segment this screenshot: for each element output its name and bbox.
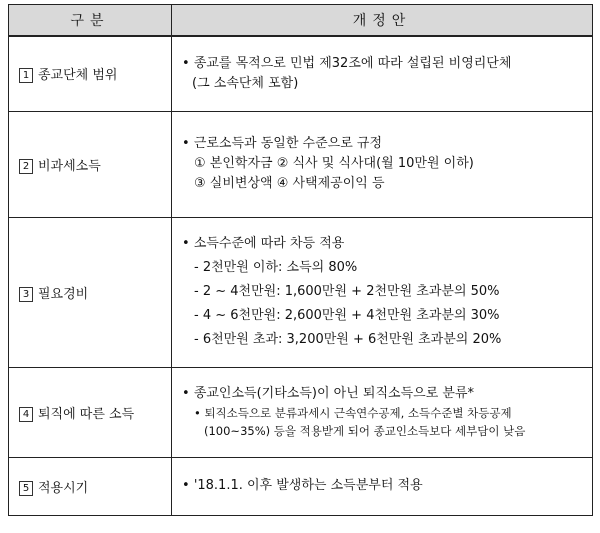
row-content-cell — [172, 111, 593, 217]
row-number-box: 5 — [19, 481, 33, 496]
row-label-cell — [9, 111, 172, 217]
row-label: 적용시기 — [38, 480, 89, 496]
footnote-line: (100~35%) 등을 적용받게 되어 종교인소득보다 세부담이 낮음 — [204, 424, 526, 438]
row-label-cell — [9, 457, 172, 515]
table-header-row — [9, 5, 593, 37]
row-content-cell — [172, 36, 593, 111]
row-number-box: 2 — [19, 159, 33, 174]
row-label: 종교단체 범위 — [38, 68, 118, 84]
header-category: 구분 — [9, 5, 172, 37]
header-amendment: 개정안 — [172, 5, 593, 37]
row-content-cell — [172, 367, 593, 457]
row-label: 퇴직에 따른 소득 — [38, 406, 135, 422]
table-row — [9, 217, 593, 367]
row-number-box: 4 — [19, 407, 33, 422]
content-line: (그 소속단체 포함) — [192, 75, 299, 91]
content-line: - 2 ~ 4천만원: 1,600만원 + 2천만원 초과분의 50% — [194, 284, 500, 299]
footnote-line: • 퇴직소득으로 분류과세시 근속연수공제, 소득수준별 차등공제 — [182, 404, 586, 422]
row-number-box: 1 — [19, 68, 33, 83]
table-row — [9, 367, 593, 457]
row-number-box: 3 — [19, 287, 33, 302]
row-label-cell — [9, 217, 172, 367]
row-content-cell — [172, 457, 593, 515]
content-line: • 종교인소득(기타소득)이 아닌 퇴직소득으로 분류* — [182, 384, 586, 404]
table-row — [9, 457, 593, 515]
row-label-cell — [9, 367, 172, 457]
amendment-table — [8, 4, 593, 516]
row-label-cell — [9, 36, 172, 111]
content-line: • '18.1.1. 이후 발생하는 소득분부터 적용 — [182, 476, 586, 496]
content-line: • 종교를 목적으로 민법 제32조에 따라 설립된 비영리단체 — [182, 54, 586, 74]
content-line: • 근로소득과 동일한 수준으로 규정 — [182, 134, 586, 154]
amendment-table-wrapper — [8, 4, 593, 516]
row-label: 필요경비 — [38, 286, 89, 302]
row-label: 비과세소득 — [38, 158, 101, 174]
content-line: ③ 실비변상액 ④ 사택제공이익 등 — [194, 176, 385, 191]
content-line: - 4 ~ 6천만원: 2,600만원 + 4천만원 초과분의 30% — [194, 308, 500, 323]
content-line: • 소득수준에 따라 차등 적용 — [182, 232, 586, 256]
content-line: - 6천만원 초과: 3,200만원 + 6천만원 초과분의 20% — [194, 332, 502, 347]
content-line: - 2천만원 이하: 소득의 80% — [194, 260, 358, 275]
content-line: ① 본인학자금 ② 식사 및 식사대(월 10만원 이하) — [194, 156, 474, 171]
table-row — [9, 36, 593, 111]
table-row — [9, 111, 593, 217]
row-content-cell — [172, 217, 593, 367]
